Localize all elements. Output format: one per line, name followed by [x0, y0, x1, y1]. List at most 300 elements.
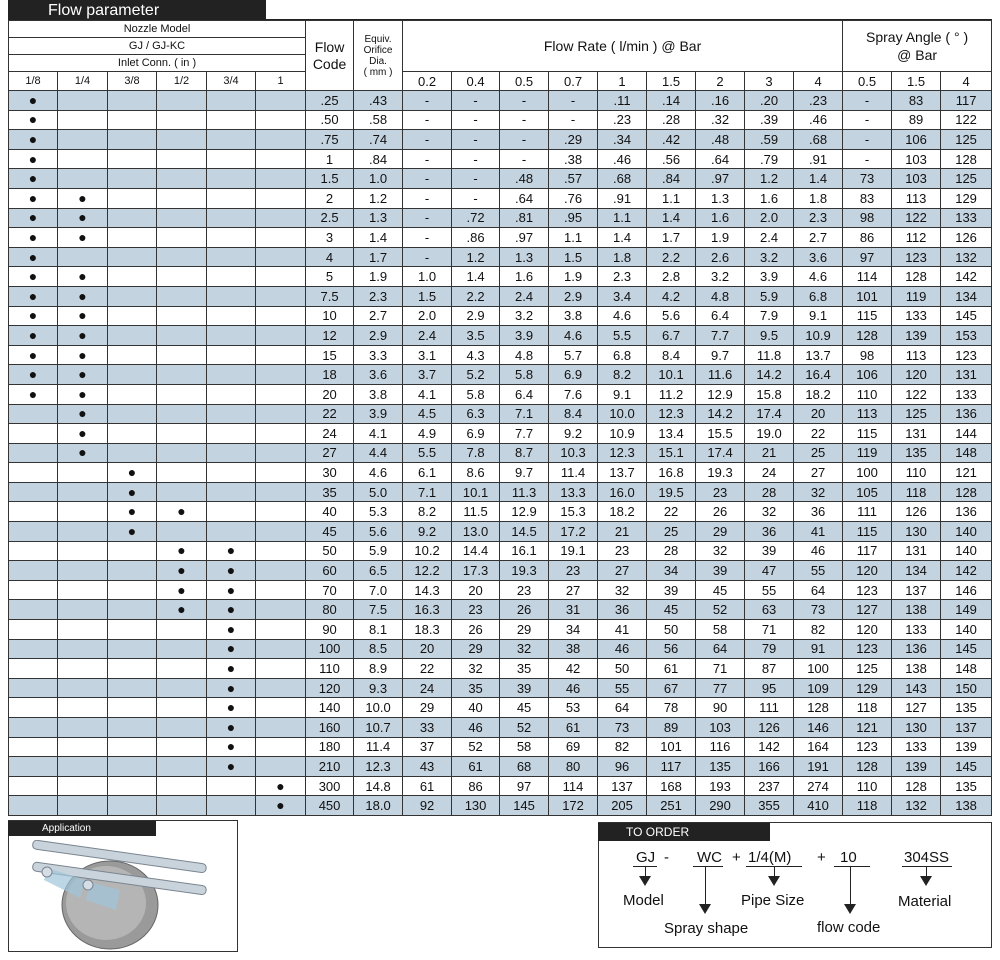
flow-rate-cell: - [452, 91, 500, 111]
inlet-cell [9, 110, 58, 130]
spray-angle-cell: 118 [843, 698, 892, 718]
table-row [9, 208, 992, 228]
flow-rate-cell: 14.2 [745, 365, 794, 385]
inlet-cell [58, 345, 108, 365]
flow-rate-cell: 32 [745, 502, 794, 522]
table-row [9, 149, 992, 169]
flow-rate-cell: .23 [598, 110, 647, 130]
flow-rate-cell: - [403, 110, 452, 130]
flow-code-cell: 15 [306, 345, 354, 365]
flow-rate-cell: .42 [647, 130, 696, 150]
flow-rate-cell: 32 [500, 639, 549, 659]
flow-rate-cell: 87 [745, 659, 794, 679]
spray-angle-cell: 140 [941, 522, 992, 542]
inlet-cell [207, 169, 256, 189]
flow-rate-cell: 61 [403, 776, 452, 796]
inlet-cell [108, 737, 157, 757]
flow-rate-cell: 61 [549, 718, 598, 738]
flow-rate-cell: 3.9 [500, 326, 549, 346]
availability-dot-icon: ● [78, 189, 87, 206]
spray-angle-cell: 106 [892, 130, 941, 150]
inlet-cell [157, 463, 207, 483]
flow-rate-cell: 193 [696, 776, 745, 796]
flow-rate-cell: 135 [696, 757, 745, 777]
availability-dot-icon: ● [78, 209, 87, 226]
availability-dot-icon: ● [127, 464, 137, 481]
flow-rate-cell: 19.1 [549, 541, 598, 561]
flow-rate-cell: 2.4 [403, 326, 452, 346]
inlet-cell [256, 541, 306, 561]
spray-angle-cell: 118 [843, 796, 892, 816]
inlet-cell [256, 306, 306, 326]
flow-rate-cell: 1.3 [696, 188, 745, 208]
flow-rate-cell: .72 [452, 208, 500, 228]
flow-rate-cell: .46 [794, 110, 843, 130]
flow-rate-cell: 13.7 [598, 463, 647, 483]
table-row [9, 541, 992, 561]
flow-rate-cell: 18.2 [794, 384, 843, 404]
flow-rate-cell: .56 [647, 149, 696, 169]
spray-angle-cell: 97 [843, 247, 892, 267]
flow-rate-cell: 45 [500, 698, 549, 718]
availability-dot-icon: ● [177, 562, 186, 579]
availability-dot-icon: ● [78, 346, 87, 363]
flow-parameter-table [8, 20, 992, 816]
flow-rate-cell: 21 [745, 443, 794, 463]
inlet-cell [207, 580, 256, 600]
spray-angle-cell: 127 [843, 600, 892, 620]
flow-code-cell: 20 [306, 384, 354, 404]
spray-angle-cell: 133 [941, 208, 992, 228]
table-row [9, 796, 992, 816]
inlet-cell [58, 737, 108, 757]
spray-angle-cell: 144 [941, 424, 992, 444]
flow-rate-cell: 36 [598, 600, 647, 620]
table-row [9, 306, 992, 326]
flow-rate-cell: 8.4 [647, 345, 696, 365]
spray-angle-cell: 148 [941, 659, 992, 679]
flow-rate-cell: 12.3 [647, 404, 696, 424]
availability-dot-icon: ● [127, 483, 137, 500]
orifice-line-1: Equiv. [364, 33, 392, 45]
orifice-cell: 1.3 [354, 208, 403, 228]
flow-rate-cell: 3.2 [745, 247, 794, 267]
flow-rate-cell: 7.7 [500, 424, 549, 444]
flow-rate-cell: 146 [794, 718, 843, 738]
inlet-cell [9, 306, 58, 326]
inlet-cell [58, 306, 108, 326]
flow-rate-cell: 32 [794, 482, 843, 502]
flow-rate-cell: 13.7 [794, 345, 843, 365]
flow-rate-cell: .14 [647, 91, 696, 111]
spray-angle-cell: 122 [892, 208, 941, 228]
spray-angle-line-1: Spray Angle ( ° ) [866, 29, 969, 45]
flow-rate-cell: 4.8 [500, 345, 549, 365]
inlet-cell [58, 443, 108, 463]
spray-angle-cell: 137 [941, 718, 992, 738]
availability-dot-icon: ● [177, 503, 186, 520]
inlet-cell [256, 169, 306, 189]
spray-angle-cell: 125 [941, 130, 992, 150]
spray-angle-cell: 128 [843, 326, 892, 346]
availability-dot-icon: ● [226, 640, 236, 657]
flow-rate-cell: 55 [745, 580, 794, 600]
inlet-cell [108, 384, 157, 404]
flow-rate-cell: 28 [647, 541, 696, 561]
flow-rate-cell: 32 [696, 541, 745, 561]
flow-rate-cell: 1.6 [696, 208, 745, 228]
flow-rate-cell: 14.5 [500, 522, 549, 542]
flow-rate-cell: 6.7 [647, 326, 696, 346]
flow-code-cell: 120 [306, 678, 354, 698]
inlet-cell [207, 365, 256, 385]
inlet-cell [256, 639, 306, 659]
flow-rate-cell: 38 [549, 639, 598, 659]
inlet-cell [157, 522, 207, 542]
flow-code-cell: 5 [306, 267, 354, 287]
flow-rate-cell: 10.0 [598, 404, 647, 424]
flow-rate-cell: 14.4 [452, 541, 500, 561]
inlet-cell [108, 326, 157, 346]
inlet-cell [157, 208, 207, 228]
flow-rate-cell: .28 [647, 110, 696, 130]
spray-angle-cell: 123 [941, 345, 992, 365]
flow-rate-cell: - [403, 247, 452, 267]
table-row [9, 267, 992, 287]
inlet-cell [58, 522, 108, 542]
inlet-cell [9, 522, 58, 542]
inlet-cell [108, 247, 157, 267]
flow-rate-cell: 355 [745, 796, 794, 816]
spray-angle-cell: 120 [843, 620, 892, 640]
order-flow-underline [834, 866, 870, 867]
flow-rate-cell: .20 [745, 91, 794, 111]
flow-rate-cell: .38 [549, 149, 598, 169]
flow-rate-cell: 137 [598, 776, 647, 796]
flow-rate-cell: 58 [696, 620, 745, 640]
flow-rate-cell: 46 [794, 541, 843, 561]
spray-angle-cell: 122 [892, 384, 941, 404]
flow-rate-cell: 1.1 [647, 188, 696, 208]
flow-rate-cell: 41 [794, 522, 843, 542]
inlet-cell [256, 561, 306, 581]
flow-rate-cell: 6.8 [794, 286, 843, 306]
orifice-line-2: Orifice [363, 44, 393, 56]
flow-rate-cell: 205 [598, 796, 647, 816]
inlet-cell [157, 188, 207, 208]
availability-dot-icon: ● [28, 346, 38, 363]
inlet-cell [108, 718, 157, 738]
flow-rate-cell: 15.5 [696, 424, 745, 444]
flow-code-cell: 100 [306, 639, 354, 659]
availability-dot-icon: ● [78, 268, 87, 285]
flow-rate-cell: 52 [500, 718, 549, 738]
inlet-cell [256, 91, 306, 111]
flow-rate-cell: 29 [696, 522, 745, 542]
inlet-cell [108, 482, 157, 502]
flow-rate-cell: 17.4 [745, 404, 794, 424]
flow-rate-cell: 71 [745, 620, 794, 640]
inlet-cell [9, 502, 58, 522]
inlet-cell [157, 776, 207, 796]
flow-code-cell: 35 [306, 482, 354, 502]
flow-rate-cell: 22 [794, 424, 843, 444]
flow-rate-cell: 4.6 [598, 306, 647, 326]
spray-angle-cell: 133 [892, 620, 941, 640]
spray-angle-cell: 136 [941, 404, 992, 424]
inlet-cell [108, 620, 157, 640]
flow-rate-cell: - [500, 130, 549, 150]
flow-rate-cell: 23 [500, 580, 549, 600]
inlet-cell [9, 188, 58, 208]
availability-dot-icon: ● [177, 601, 186, 618]
flow-rate-cell: - [403, 130, 452, 150]
material-arrow-icon [920, 876, 932, 886]
order-model-code: GJ [636, 849, 656, 866]
availability-dot-icon: ● [78, 405, 87, 422]
flow-code-cell: 60 [306, 561, 354, 581]
flow-rate-cell: 10.1 [647, 365, 696, 385]
inlet-cell [108, 659, 157, 679]
table-row [9, 326, 992, 346]
inlet-cell [58, 286, 108, 306]
order-spray-shape-label: Spray shape [664, 920, 749, 937]
order-model-label: Model [623, 892, 664, 909]
availability-dot-icon: ● [28, 326, 38, 343]
availability-dot-icon: ● [226, 699, 236, 716]
flow-rate-cell: 24 [403, 678, 452, 698]
spray-angle-cell: 136 [892, 639, 941, 659]
spray-angle-cell: 120 [892, 365, 941, 385]
flow-rate-cell: 45 [696, 580, 745, 600]
flow-rate-cell: 36 [794, 502, 843, 522]
flow-rate-cell: 3.2 [500, 306, 549, 326]
availability-dot-icon: ● [177, 581, 186, 598]
table-row [9, 188, 992, 208]
flow-rate-cell: 9.7 [696, 345, 745, 365]
flow-rate-cell: 52 [452, 737, 500, 757]
flow-rate-cell: 71 [696, 659, 745, 679]
inlet-cell [58, 130, 108, 150]
inlet-cell [207, 541, 256, 561]
flow-rate-cell: 91 [794, 639, 843, 659]
availability-dot-icon: ● [78, 326, 87, 343]
flow-rate-cell: 45 [647, 600, 696, 620]
inlet-cell [58, 404, 108, 424]
flow-rate-cell: 2.6 [696, 247, 745, 267]
inlet-cell [9, 169, 58, 189]
angle-bar-header: 4 [941, 72, 992, 91]
order-pipe-size-label: Pipe Size [741, 892, 805, 909]
inlet-cell [256, 404, 306, 424]
availability-dot-icon: ● [28, 268, 38, 285]
flow-rate-cell: .46 [598, 149, 647, 169]
spray-angle-cell: 110 [843, 384, 892, 404]
spray-angle-cell: 73 [843, 169, 892, 189]
flow-code-cell: 40 [306, 502, 354, 522]
inlet-cell [207, 228, 256, 248]
flow-rate-cell: 39 [647, 580, 696, 600]
orifice-cell: 2.7 [354, 306, 403, 326]
flow-rate-cell: 126 [745, 718, 794, 738]
flow-bar-header: 0.7 [549, 72, 598, 91]
spray-angle-cell: 130 [892, 718, 941, 738]
availability-dot-icon: ● [28, 111, 38, 128]
flow-rate-cell: 237 [745, 776, 794, 796]
flow-rate-cell: 5.9 [745, 286, 794, 306]
flow-code-cell: 4 [306, 247, 354, 267]
order-material-label: Material [898, 893, 952, 910]
flow-rate-cell: 16.8 [647, 463, 696, 483]
spray-angle-cell: 139 [892, 757, 941, 777]
flow-rate-cell: 11.8 [745, 345, 794, 365]
spray-angle-cell: 133 [941, 384, 992, 404]
flow-rate-cell: .64 [500, 188, 549, 208]
flow-rate-cell: 13.0 [452, 522, 500, 542]
flow-rate-cell: - [500, 149, 549, 169]
spray-angle-cell: 121 [843, 718, 892, 738]
spray-angle-cell: 119 [892, 286, 941, 306]
flow-rate-cell: 21 [598, 522, 647, 542]
spray-angle-cell: 100 [843, 463, 892, 483]
flow-rate-cell: 2.0 [745, 208, 794, 228]
table-row [9, 424, 992, 444]
application-label: Application [8, 821, 156, 836]
inlet-cell [108, 345, 157, 365]
flow-rate-cell: - [549, 110, 598, 130]
flow-rate-cell: 7.1 [403, 482, 452, 502]
inlet-size-header: 1/4 [58, 72, 108, 91]
flow-rate-cell: 109 [794, 678, 843, 698]
flow-rate-cell: 20 [403, 639, 452, 659]
flow-rate-cell: 41 [598, 620, 647, 640]
flow-rate-cell: 7.9 [745, 306, 794, 326]
flow-rate-cell: 1.1 [549, 228, 598, 248]
spray-angle-cell: 103 [892, 169, 941, 189]
flow-code-cell: 210 [306, 757, 354, 777]
flow-rate-cell: 12.9 [696, 384, 745, 404]
flow-rate-cell: .34 [598, 130, 647, 150]
spray-angle-cell: 126 [941, 228, 992, 248]
material-arrow-line [926, 866, 927, 876]
inlet-cell [108, 561, 157, 581]
availability-dot-icon: ● [28, 248, 38, 265]
orifice-cell: 3.3 [354, 345, 403, 365]
flow-rate-cell: 55 [794, 561, 843, 581]
flow-rate-cell: 55 [598, 678, 647, 698]
flow-rate-cell: 5.6 [647, 306, 696, 326]
flow-rate-cell: 50 [598, 659, 647, 679]
spray-angle-cell: 126 [892, 502, 941, 522]
inlet-cell [157, 620, 207, 640]
flow-rate-cell: 43 [403, 757, 452, 777]
table-row [9, 482, 992, 502]
inlet-cell [256, 130, 306, 150]
inlet-cell [58, 188, 108, 208]
flow-rate-cell: 27 [549, 580, 598, 600]
inlet-cell [108, 110, 157, 130]
spray-angle-cell: 132 [892, 796, 941, 816]
flow-rate-cell: 6.1 [403, 463, 452, 483]
spray-angle-cell: 137 [892, 580, 941, 600]
flow-rate-cell: - [403, 149, 452, 169]
inlet-cell [157, 482, 207, 502]
orifice-cell: 9.3 [354, 678, 403, 698]
flow-rate-cell: .95 [549, 208, 598, 228]
spray-angle-cell: 142 [941, 267, 992, 287]
inlet-cell [157, 404, 207, 424]
orifice-cell: 3.9 [354, 404, 403, 424]
spray-angle-cell: 133 [892, 306, 941, 326]
inlet-cell [256, 384, 306, 404]
spray-angle-cell: 86 [843, 228, 892, 248]
flow-arrow-line [850, 866, 851, 904]
inlet-cell [58, 620, 108, 640]
inlet-cell [157, 424, 207, 444]
inlet-cell [157, 326, 207, 346]
flow-rate-cell: 73 [598, 718, 647, 738]
inlet-cell [207, 463, 256, 483]
flow-rate-cell: .86 [452, 228, 500, 248]
flow-rate-cell: 11.5 [452, 502, 500, 522]
flow-rate-cell: 80 [549, 757, 598, 777]
flow-rate-cell: 111 [745, 698, 794, 718]
inlet-cell [108, 267, 157, 287]
availability-dot-icon: ● [276, 777, 285, 794]
inlet-cell [9, 384, 58, 404]
flow-rate-cell: 2.3 [794, 208, 843, 228]
flow-rate-cell: .29 [549, 130, 598, 150]
inlet-cell [256, 228, 306, 248]
flow-rate-cell: 22 [647, 502, 696, 522]
order-flow-code: 10 [840, 849, 857, 866]
flow-rate-cell: 10.2 [403, 541, 452, 561]
flow-code-cell: 30 [306, 463, 354, 483]
spray-angle-cell: 138 [892, 600, 941, 620]
inlet-cell [256, 776, 306, 796]
flow-rate-cell: 4.6 [549, 326, 598, 346]
inlet-cell [9, 130, 58, 150]
flow-rate-cell: 4.6 [794, 267, 843, 287]
inlet-cell [108, 365, 157, 385]
inlet-cell [207, 659, 256, 679]
spray-angle-cell: 125 [892, 404, 941, 424]
inlet-cell [108, 757, 157, 777]
flow-rate-cell: 16.3 [403, 600, 452, 620]
inlet-size-header: 3/4 [207, 72, 256, 91]
flow-code-cell: 10 [306, 306, 354, 326]
table-row [9, 345, 992, 365]
flow-rate-cell: 10.9 [794, 326, 843, 346]
table-row [9, 776, 992, 796]
inlet-cell [207, 91, 256, 111]
flow-rate-cell: 4.5 [403, 404, 452, 424]
inlet-cell [157, 639, 207, 659]
orifice-cell: 18.0 [354, 796, 403, 816]
flow-rate-cell: 19.3 [500, 561, 549, 581]
orifice-cell: 1.0 [354, 169, 403, 189]
orifice-header [354, 21, 403, 91]
orifice-line-3: Dia. [369, 55, 387, 67]
inlet-cell [207, 286, 256, 306]
table-row [9, 757, 992, 777]
flow-rate-cell: 1.4 [598, 228, 647, 248]
flow-code-cell: 2 [306, 188, 354, 208]
flow-rate-cell: 172 [549, 796, 598, 816]
inlet-size-header: 1 [256, 72, 306, 91]
inlet-cell [157, 757, 207, 777]
flow-rate-cell: 64 [598, 698, 647, 718]
